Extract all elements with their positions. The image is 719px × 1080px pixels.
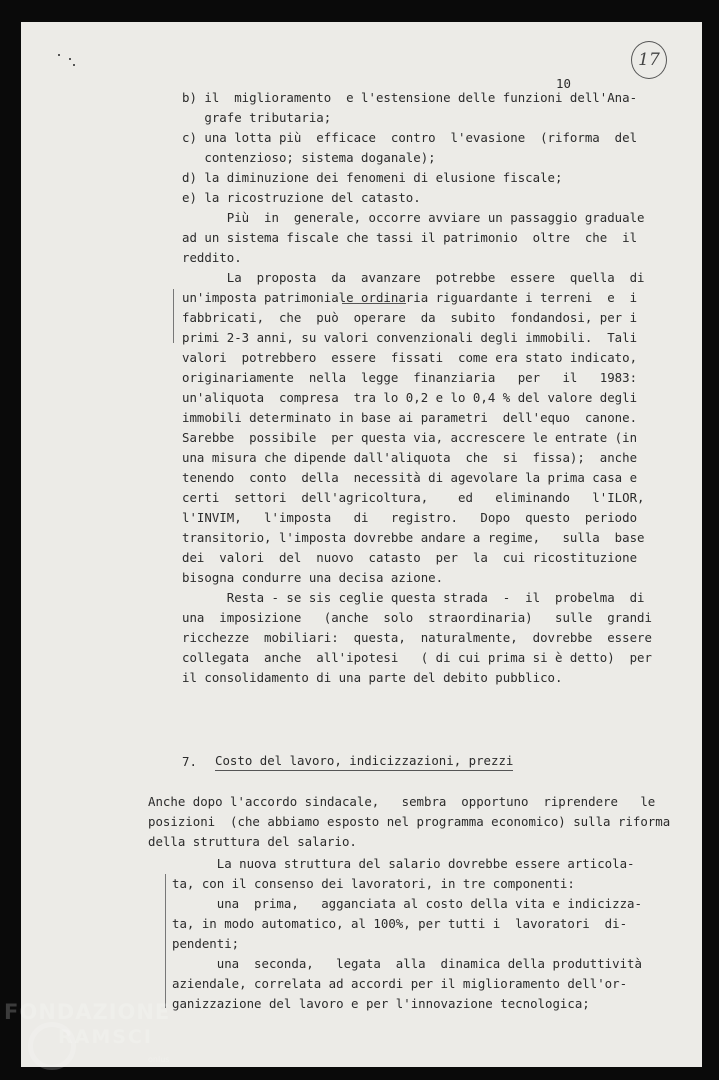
text-line: originariamente nella legge finanziaria per il 1983: — [182, 370, 638, 385]
text-line: tenendo conto della necessità di agevolare la prima casa e — [182, 470, 638, 485]
text-line: c) una lotta più efficace contro l'evasione (riforma del — [182, 130, 638, 145]
text-line: l'INVIM, l'imposta di registro. Dopo questo periodo — [182, 510, 638, 525]
text-line: transitorio, l'imposta dovrebbe andare a regime, sulla base — [182, 530, 645, 545]
text-line: una imposizione (anche solo straordinaria) sulle grandi — [182, 610, 652, 625]
text-line: ad un sistema fiscale che tassi il patrimonio oltre che il — [182, 230, 638, 245]
text-line: dei valori del nuovo catasto per la cui ricostituzione — [182, 550, 638, 565]
text-line: ricchezze mobiliari: questa, naturalmente, dovrebbe essere — [182, 630, 652, 645]
text-line: pendenti; — [172, 936, 240, 951]
text-line: primi 2-3 anni, su valori convenzionali degli immobili. Tali — [182, 330, 638, 345]
watermark-line-1: FONDAZIONE — [4, 1000, 171, 1024]
text-line: Sarebbe possibile per questa via, accrescere le entrate (in — [182, 430, 638, 445]
text-line: una misura che dipende dall'aliquota che si fissa); anche — [182, 450, 638, 465]
text-line: bisogna condurre una decisa azione. — [182, 570, 444, 585]
text-line: della struttura del salario. — [148, 834, 357, 849]
text-line: grafe tributaria; — [182, 110, 332, 125]
archive-stamp-number: 17 — [631, 41, 667, 79]
text-line: Resta - se sis ceglie questa strada - il probelma di — [182, 590, 645, 605]
text-line: La proposta da avanzare potrebbe essere quella di — [182, 270, 645, 285]
text-line: una seconda, legata alla dinamica della produttività — [172, 956, 642, 971]
text-line: reddito. — [182, 250, 242, 265]
margin-bracket — [165, 874, 166, 1008]
text-line: contenzioso; sistema doganale); — [182, 150, 436, 165]
page-number: 10 — [556, 76, 571, 91]
watermark-line-3: onlus — [148, 1055, 170, 1064]
text-line: il consolidamento di una parte del debito pubblico. — [182, 670, 563, 685]
text-line: aziendale, correlata ad accordi per il miglioramento dell'or- — [172, 976, 628, 991]
ordinaria-underline — [342, 303, 406, 304]
text-line: valori potrebbero essere fissati come era stato indicato, — [182, 350, 638, 365]
text-line: un'imposta patrimoniale ordinaria riguardante i terreni e i — [182, 290, 638, 305]
text-line: collegata anche all'ipotesi ( di cui prima si è detto) per — [182, 650, 652, 665]
text-line: La nuova struttura del salario dovrebbe essere articola- — [172, 856, 635, 871]
text-line: immobili determinato in base ai parametri dell'equo canone. — [182, 410, 638, 425]
text-line: posizioni (che abbiamo esposto nel programma economico) sulla riforma — [148, 814, 671, 829]
section-number: 7. — [182, 754, 197, 769]
text-line: e) la ricostruzione del catasto. — [182, 190, 421, 205]
text-line: Più in generale, occorre avviare un passaggio graduale — [182, 210, 645, 225]
watermark-line-2: RAMSCI — [58, 1026, 153, 1048]
text-line: ganizzazione del lavoro e per l'innovazione tecnologica; — [172, 996, 590, 1011]
text-line: d) la diminuzione dei fenomeni di elusione fiscale; — [182, 170, 563, 185]
text-line: Anche dopo l'accordo sindacale, sembra opportuno riprendere le — [148, 794, 656, 809]
text-line: certi settori dell'agricoltura, ed eliminando l'ILOR, — [182, 490, 645, 505]
section-title: Costo del lavoro, indicizzazioni, prezzi — [215, 752, 513, 771]
text-line: un'aliquota compresa tra lo 0,2 e lo 0,4 % del valore degli — [182, 390, 638, 405]
text-line: ta, in modo automatico, al 100%, per tutti i lavoratori di- — [172, 916, 628, 931]
margin-bracket — [173, 289, 174, 343]
text-line: ta, con il consenso dei lavoratori, in tre componenti: — [172, 876, 575, 891]
text-line: una prima, agganciata al costo della vita e indicizza- — [172, 896, 642, 911]
text-line: b) il miglioramento e l'estensione delle funzioni dell'Ana- — [182, 90, 638, 105]
text-line: fabbricati, che può operare da subito fondandosi, per i — [182, 310, 638, 325]
